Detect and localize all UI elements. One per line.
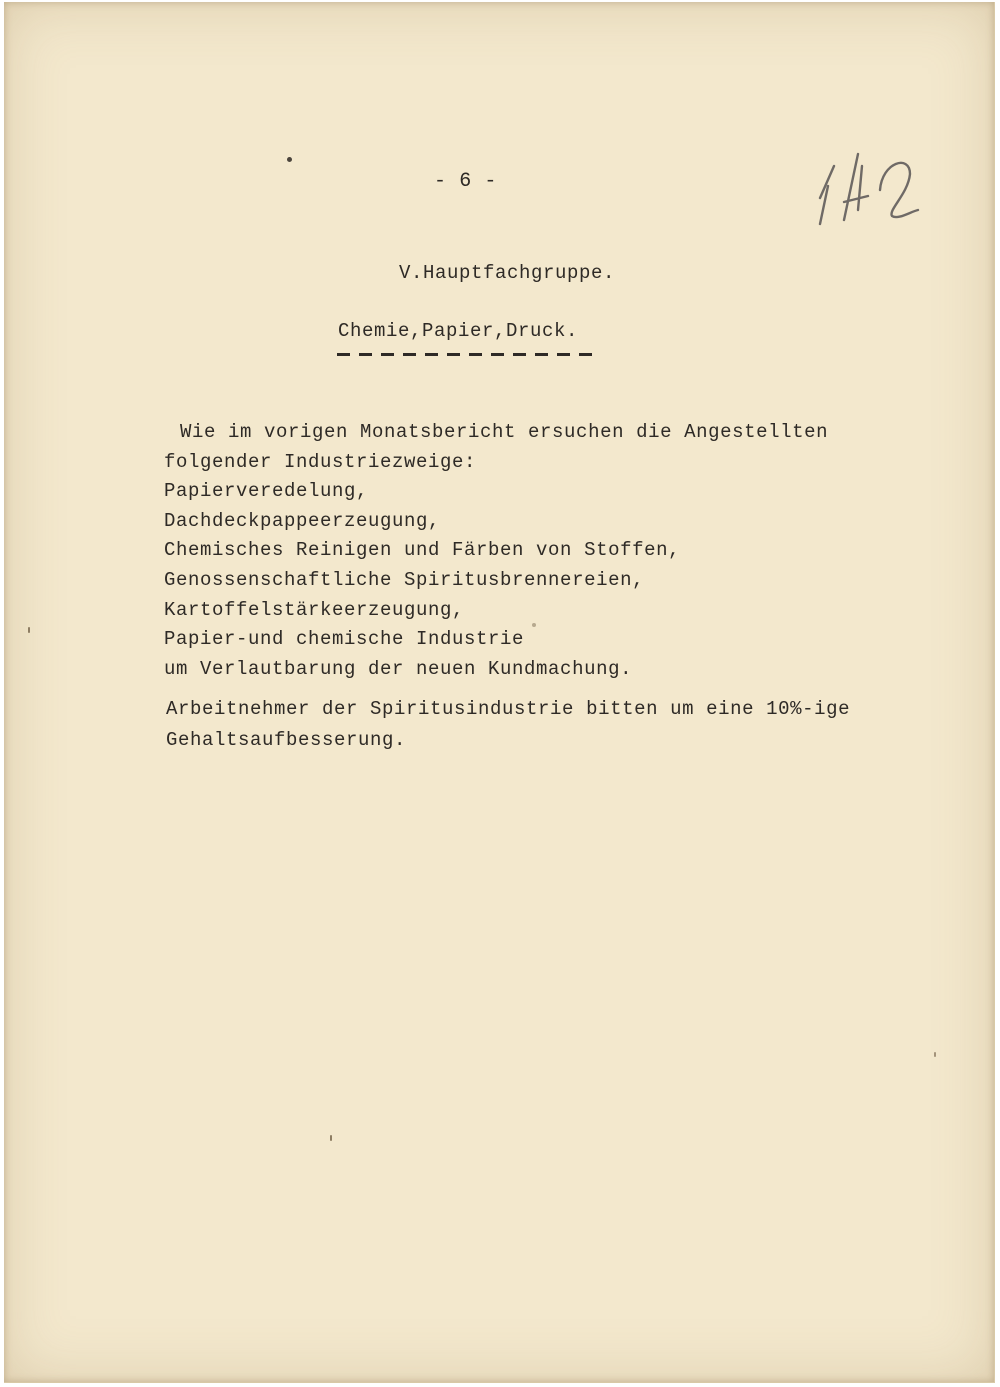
section-subheading: Chemie,Papier,Druck. — [338, 320, 579, 342]
paragraph-line: Gehaltsaufbesserung. — [166, 729, 407, 751]
handwritten-folio-number — [814, 150, 924, 228]
paragraph-line: Wie im vorigen Monatsbericht ersuchen die Angestellten — [180, 421, 829, 443]
industry-list-item: Papier-und chemische Industrie — [164, 628, 525, 651]
handwritten-folio-glyph — [814, 150, 924, 228]
industry-list-item: Genossenschaftliche Spiritusbrennereien, — [164, 568, 645, 591]
paragraph-line: folgender Industriezweige: — [164, 450, 477, 473]
industry-list-item: Dachdeckpappeerzeugung, — [164, 509, 441, 532]
request-paragraph — [164, 422, 828, 688]
paper-speck — [330, 1135, 332, 1141]
paragraph-line: Arbeitnehmer der Spiritusindustrie bitten um eine 10%-ige — [166, 698, 851, 720]
salary-request-paragraph — [166, 699, 850, 761]
paragraph-line: um Verlautbarung der neuen Kundmachung. — [164, 657, 633, 680]
industry-list-item: Kartoffelstärkeerzeugung, — [164, 598, 465, 621]
paper-speck — [934, 1052, 936, 1057]
paper-speck — [28, 627, 30, 633]
industry-list-item: Papierveredelung, — [164, 480, 369, 503]
page-number: - 6 - — [434, 170, 498, 193]
dashed-underline — [337, 353, 597, 356]
ink-dot — [287, 157, 292, 162]
section-heading: V.Hauptfachgruppe. — [399, 262, 616, 284]
industry-list-item: Chemisches Reinigen und Färben von Stoffen, — [164, 539, 681, 562]
document-page — [4, 2, 995, 1383]
